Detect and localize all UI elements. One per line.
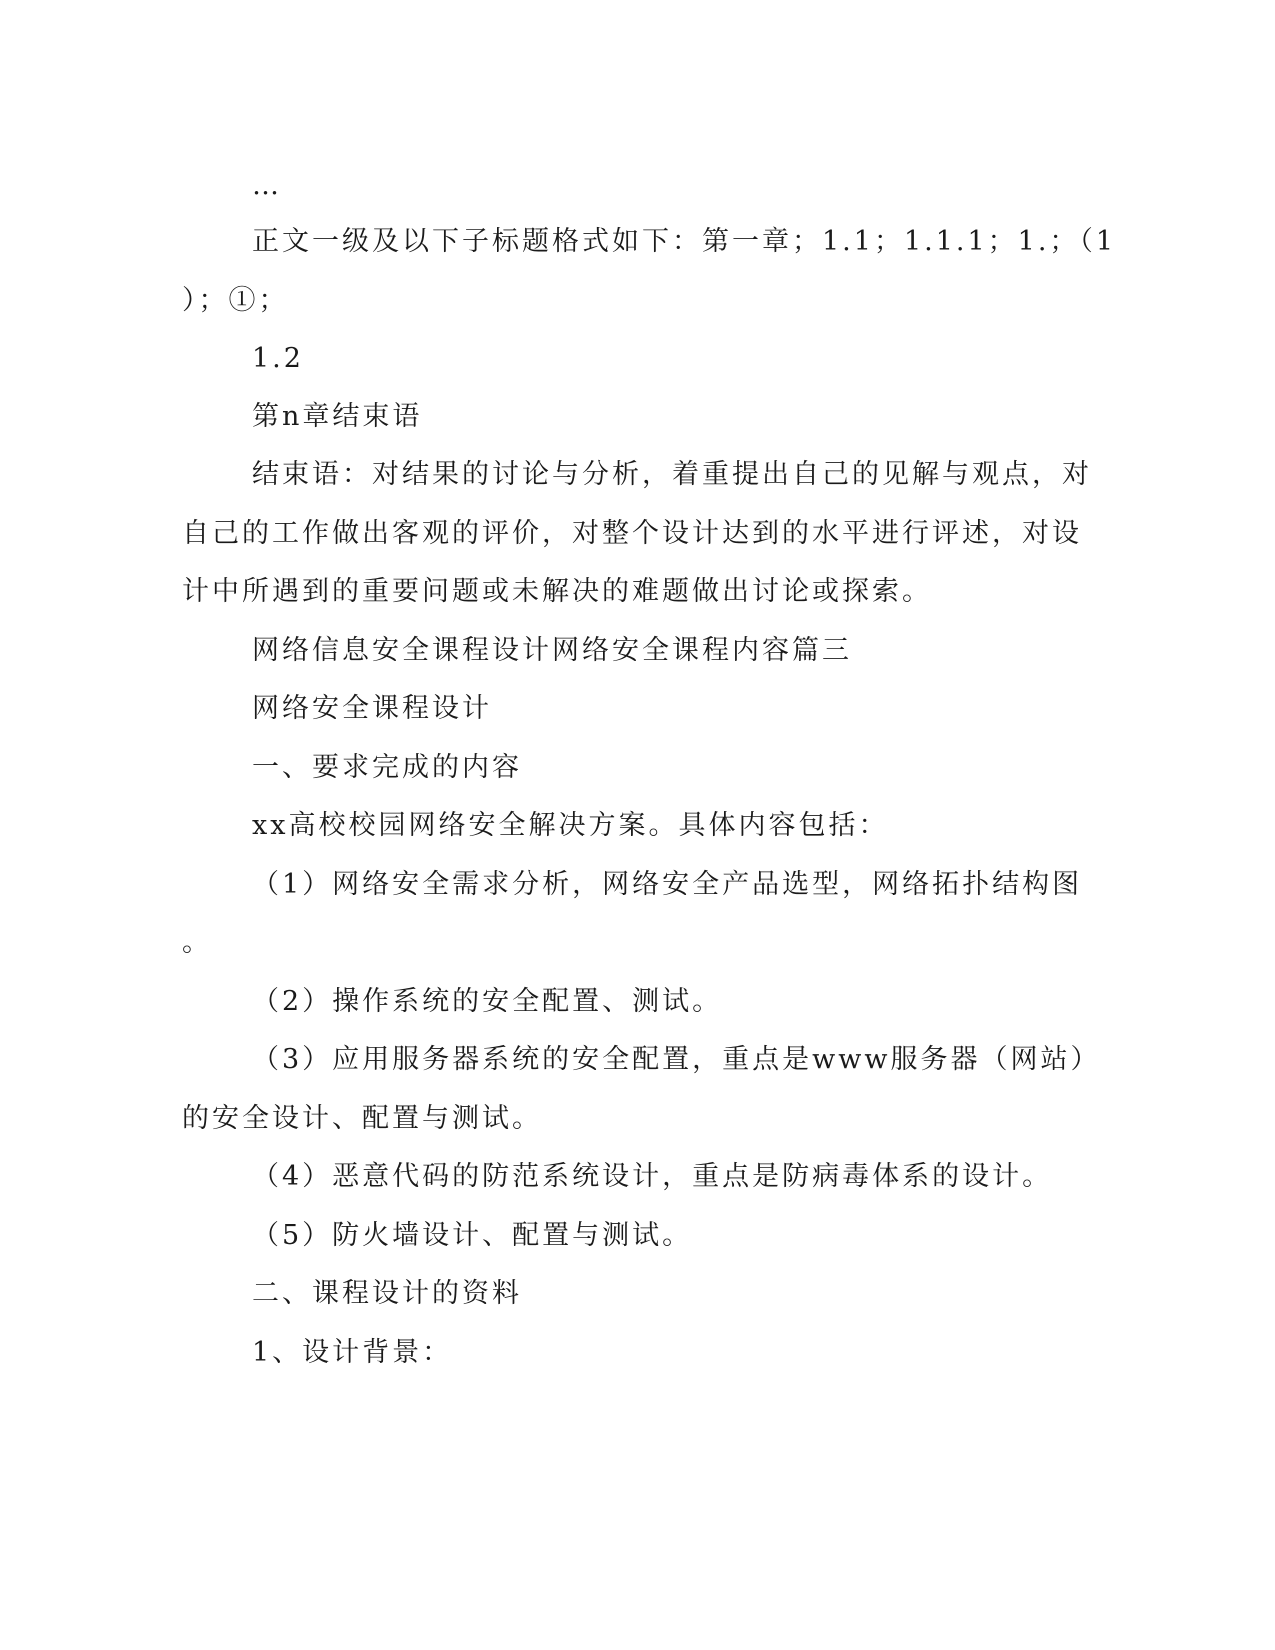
section-heading-requirements: 一、要求完成的内容: [252, 752, 522, 783]
list-item-1-continuation: 。: [182, 927, 212, 958]
list-item-2: （2）操作系统的安全配置、测试。: [252, 986, 723, 1017]
list-item-3: （3）应用服务器系统的安全配置，重点是www服务器（网站）: [252, 1044, 1101, 1075]
list-item-5: （5）防火墙设计、配置与测试。: [252, 1220, 693, 1251]
list-item-4: （4）恶意代码的防范系统设计，重点是防病毒体系的设计。: [252, 1161, 1053, 1192]
course-title: 网络安全课程设计: [252, 693, 492, 724]
conclusion-paragraph-line-2: 自己的工作做出客观的评价，对整个设计达到的水平进行评述，对设: [182, 518, 1082, 549]
heading-format-continuation: ）；①；: [182, 285, 289, 316]
article-title: 网络信息安全课程设计网络安全课程内容篇三: [252, 635, 852, 666]
project-description: xx高校校园网络安全解决方案。具体内容包括：: [252, 810, 889, 841]
subsection-design-background: 1、设计背景：: [252, 1337, 453, 1368]
ellipsis-line: …: [252, 170, 282, 201]
conclusion-paragraph-line-1: 结束语：对结果的讨论与分析，着重提出自己的见解与观点，对: [252, 459, 1092, 490]
conclusion-paragraph-line-3: 计中所遇到的重要问题或未解决的难题做出讨论或探索。: [182, 576, 932, 607]
chapter-conclusion-heading: 第n章结束语: [252, 401, 423, 432]
section-heading-materials: 二、课程设计的资料: [252, 1278, 522, 1309]
list-item-3-continuation: 的安全设计、配置与测试。: [182, 1103, 542, 1134]
section-number: 1.2: [252, 343, 304, 374]
heading-format-line: 正文一级及以下子标题格式如下：第一章；1.1；1.1.1；1.；（1: [252, 226, 1117, 257]
list-item-1: （1）网络安全需求分析，网络安全产品选型，网络拓扑结构图: [252, 869, 1083, 900]
